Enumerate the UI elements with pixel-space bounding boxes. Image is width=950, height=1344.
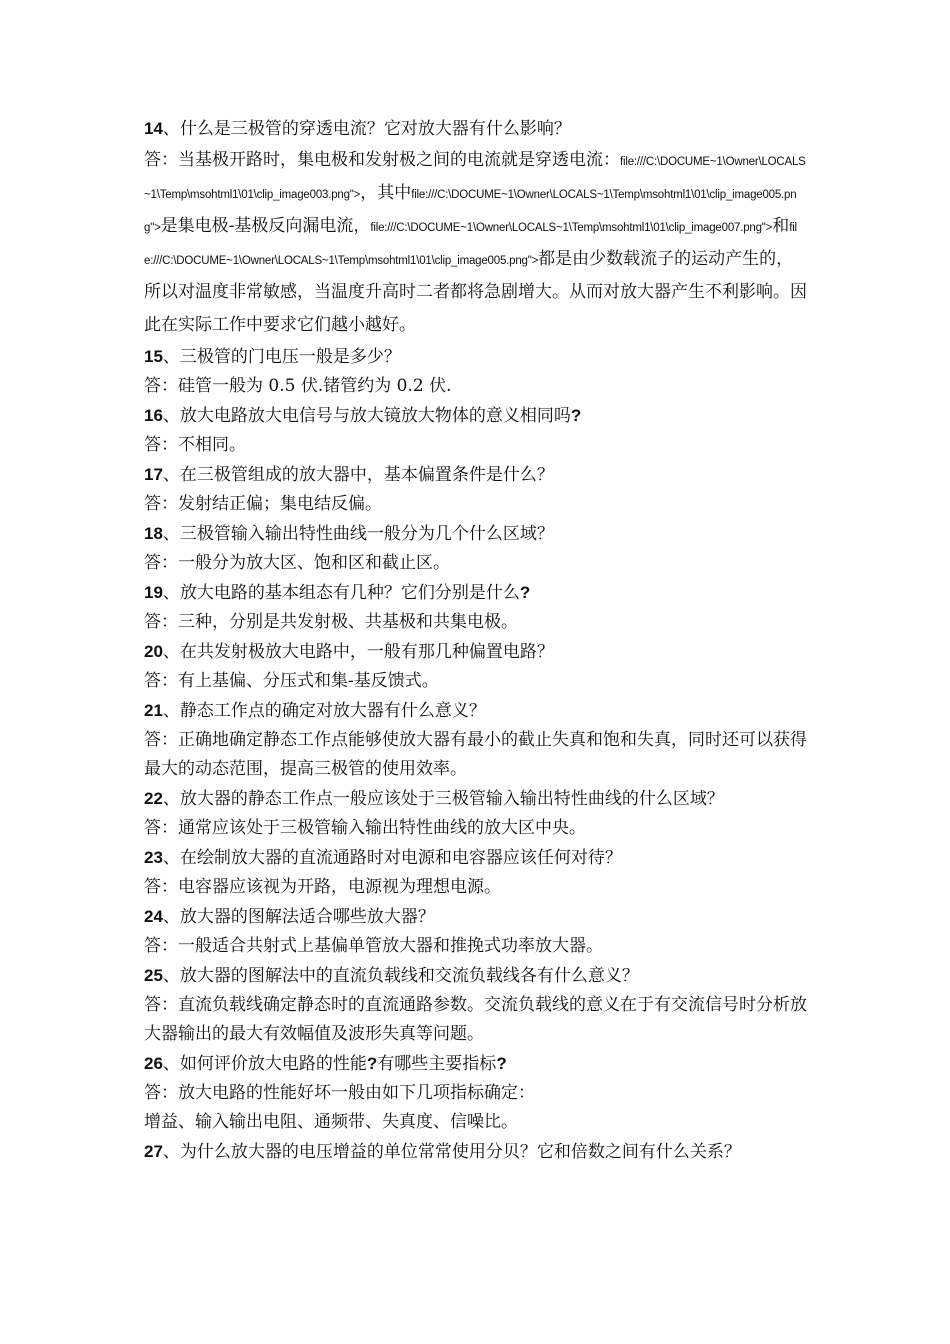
question-number: 21 bbox=[144, 701, 163, 720]
question-15 bbox=[144, 342, 810, 372]
image-path-text: file:///C:\DOCUME~1\Owner\LOCALS~1\Temp\msohtml1\01\clip_image005.png"> bbox=[144, 189, 797, 234]
answer-16: 答：不相同。 bbox=[144, 435, 246, 455]
question-number: 25 bbox=[144, 966, 163, 985]
image-path-text: file:///C:\DOCUME~1\Owner\LOCALS~1\Temp\msohtml1\01\clip_image007.png"> bbox=[370, 222, 773, 234]
question-mark: ? bbox=[496, 1054, 507, 1073]
question-27 bbox=[144, 1137, 810, 1167]
question-text: 、为什么放大器的电压增益的单位常常使用分贝？它和倍数之间有什么关系？ bbox=[162, 1142, 741, 1162]
question-number: 22 bbox=[144, 789, 163, 808]
question-mark: ? bbox=[366, 1054, 378, 1073]
question-number: 27 bbox=[144, 1142, 163, 1161]
answer-18: 答：一般分为放大区、饱和区和截止区。 bbox=[144, 553, 450, 573]
question-number: 23 bbox=[144, 848, 163, 867]
qa-item-20 bbox=[144, 637, 810, 696]
question-number: 18 bbox=[144, 524, 163, 543]
question-20 bbox=[144, 637, 810, 667]
question-23 bbox=[144, 843, 810, 873]
qa-item-24 bbox=[144, 902, 810, 961]
question-24 bbox=[144, 902, 810, 932]
question-number: 15 bbox=[144, 347, 163, 366]
qa-item-15 bbox=[144, 342, 810, 401]
answer-26: 答：放大电路的性能好坏一般由如下几项指标确定： bbox=[144, 1083, 535, 1103]
question-text: 、什么是三极管的穿透电流？它对放大器有什么影响？ bbox=[162, 119, 571, 139]
question-text: 、如何评价放大电路的性能 bbox=[162, 1054, 367, 1074]
question-text: 、放大电路放大电信号与放大镜放大物体的意义相同吗 bbox=[162, 406, 571, 426]
answer-17: 答：发射结正偏；集电结反偏。 bbox=[144, 494, 382, 514]
question-14 bbox=[144, 114, 810, 144]
question-number: 20 bbox=[144, 642, 163, 661]
image-path-text: file:///C:\DOCUME~1\Owner\LOCALS~1\Temp\msohtml1\01\clip_image003.png"> bbox=[144, 156, 806, 201]
answer-24: 答：一般适合共射式上基偏单管放大器和推挽式功率放大器。 bbox=[144, 936, 603, 956]
question-18 bbox=[144, 519, 810, 549]
question-19 bbox=[144, 578, 810, 608]
answer-26-continued: 增益、输入输出电阻、通频带、失真度、信噪比。 bbox=[144, 1112, 518, 1132]
question-text: 、三极管输入输出特性曲线一般分为几个什么区域？ bbox=[162, 524, 554, 544]
answer-text: 和 bbox=[772, 216, 790, 236]
answer-20: 答：有上基偏、分压式和集-基反馈式。 bbox=[144, 671, 439, 691]
answer-text: 是集电极-基极反向漏电流， bbox=[160, 216, 371, 236]
question-text: 、放大器的图解法中的直流负载线和交流负载线各有什么意义？ bbox=[162, 966, 639, 986]
question-text: 、放大电路的基本组态有几种？它们分别是什么 bbox=[162, 583, 520, 603]
image-path-text: file:///C:\DOCUME~1\Owner\LOCALS~1\Temp\msohtml1\01\clip_image005.png"> bbox=[144, 222, 797, 267]
question-number: 24 bbox=[144, 907, 163, 926]
question-text: 、在共发射极放大电路中，一般有那几种偏置电路？ bbox=[162, 642, 554, 662]
qa-item-17 bbox=[144, 460, 810, 519]
answer-21: 答：正确地确定静态工作点能够使放大器有最小的截止失真和饱和失真，同时还可以获得最大的动态范围，提高三极管的使用效率。 bbox=[144, 730, 807, 779]
answer-25: 答：直流负载线确定静态时的直流通路参数。交流负载线的意义在于有交流信号时分析放大器输出的最大有效幅值及波形失真等问题。 bbox=[144, 995, 807, 1044]
answer-23: 答：电容器应该视为开路，电源视为理想电源。 bbox=[144, 877, 501, 897]
question-text: 、放大器的图解法适合哪些放大器？ bbox=[162, 907, 435, 927]
answer-14 bbox=[144, 144, 810, 342]
answer-text: ，其中 bbox=[360, 183, 412, 203]
question-text: 、在三极管组成的放大器中，基本偏置条件是什么？ bbox=[162, 465, 554, 485]
qa-item-26 bbox=[144, 1049, 810, 1137]
qa-item-23 bbox=[144, 843, 810, 902]
question-text: 、在绘制放大器的直流通路时对电源和电容器应该任何对待？ bbox=[162, 848, 622, 868]
question-number: 16 bbox=[144, 406, 163, 425]
qa-item-19 bbox=[144, 578, 810, 637]
question-text: 、静态工作点的确定对放大器有什么意义？ bbox=[162, 701, 486, 721]
question-number: 14 bbox=[144, 119, 163, 138]
qa-item-25 bbox=[144, 961, 810, 1049]
qa-item-14 bbox=[144, 114, 810, 342]
question-number: 26 bbox=[144, 1054, 163, 1073]
qa-item-21 bbox=[144, 696, 810, 784]
question-25 bbox=[144, 961, 810, 991]
document-page bbox=[144, 114, 810, 1167]
question-21 bbox=[144, 696, 810, 726]
question-mark: ? bbox=[570, 406, 582, 425]
question-22 bbox=[144, 784, 810, 814]
qa-item-18 bbox=[144, 519, 810, 578]
qa-item-16 bbox=[144, 401, 810, 460]
question-text: 有哪些主要指标 bbox=[377, 1054, 497, 1074]
question-17 bbox=[144, 460, 810, 490]
qa-item-22 bbox=[144, 784, 810, 843]
answer-text: 都是由少数载流子的运动产生的，所以对温度非常敏感，当温度升高时二者都将急剧增大。从而对放大器产生不利影响。因此在实际工作中要求它们越小越好。 bbox=[144, 249, 807, 335]
question-26 bbox=[144, 1049, 810, 1079]
answer-15: 答：硅管一般为 0.5 伏.锗管约为 0.2 伏. bbox=[144, 376, 452, 396]
question-text: 、放大器的静态工作点一般应该处于三极管输入输出特性曲线的什么区域？ bbox=[162, 789, 724, 809]
question-number: 17 bbox=[144, 465, 163, 484]
answer-22: 答：通常应该处于三极管输入输出特性曲线的放大区中央。 bbox=[144, 818, 586, 838]
qa-item-27 bbox=[144, 1137, 810, 1167]
answer-19: 答：三种，分别是共发射极、共基极和共集电极。 bbox=[144, 612, 518, 632]
question-16 bbox=[144, 401, 810, 431]
question-text: 、三极管的门电压一般是多少？ bbox=[162, 347, 401, 367]
question-number: 19 bbox=[144, 583, 163, 602]
question-mark: ? bbox=[519, 583, 531, 602]
answer-text: 答：当基极开路时，集电极和发射极之间的电流就是穿透电流： bbox=[144, 150, 620, 170]
